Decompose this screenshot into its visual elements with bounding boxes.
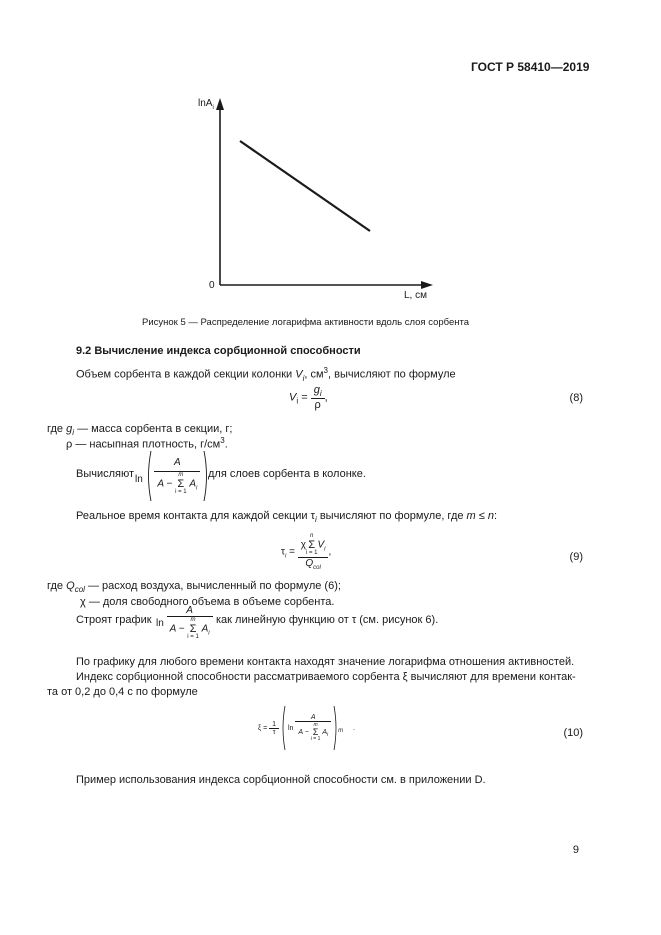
chart-svg (190, 90, 450, 305)
x-axis-arrow (421, 281, 433, 289)
figure-caption: Рисунок 5 — Распределение логарифма активности вдоль слоя сорбента (142, 317, 470, 328)
paragraph-contact-time: Реальное время контакта для каждой секции $\tau_i$ вычисляют по формуле, где m ≤ n: (76, 510, 498, 525)
series-line (240, 141, 370, 231)
document-header: ГОСТ Р 58410—2019 (471, 60, 590, 74)
left-paren (146, 450, 152, 502)
page-number: 9 (572, 844, 579, 856)
ln-expression: ln A A − m Σ i = 1 $A_i$ (135, 450, 209, 502)
paragraph-example: Пример использования индекса сорбционной способности см. в приложении D. (76, 774, 486, 786)
equation-8: $V_i$ = $\frac{g_i}{\rho}$ , (289, 384, 328, 412)
where-airflow: где $Q_{col}$ — расход воздуха, вычисленный по формуле (6); (47, 580, 341, 595)
equation-9-number: (9) (569, 551, 583, 563)
paragraph-index-line2: та от 0,2 до 0,4 с по формуле (47, 686, 198, 698)
graph-label: Строят график (76, 614, 152, 626)
y-axis-arrow (216, 98, 224, 110)
calc-tail: для слоев сорбента в колонке. (208, 468, 366, 480)
equation-9: $\tau_i$ = χ n Σ i = 1 $V_i$ $Q_{col}$ , (281, 533, 332, 571)
paragraph-graph-use: По графику для любого времени контакта находят значение логарифма отношения активностей. (76, 656, 575, 668)
calc-label: Вычисляют (76, 468, 135, 480)
equation-10-number: (10) (563, 727, 583, 739)
y-axis-label: lnA$_i$ (198, 98, 214, 111)
origin-label: 0 (209, 280, 215, 291)
where-chi: χ — доля свободного объема в объеме сорбента. (80, 596, 335, 608)
paragraph-volume: Объем сорбента в каждой секции колонки $V_i$, $см^3$, вычисляют по формуле (76, 366, 456, 383)
where-mass: где $g_i$ — масса сорбента в секции, г; (47, 423, 233, 438)
equation-8-number: (8) (569, 392, 583, 404)
left-paren-10 (281, 705, 286, 751)
section-heading: 9.2 Вычисление индекса сорбционной способности (76, 345, 361, 357)
x-axis-label: L, см (404, 290, 427, 301)
paragraph-index-line1: Индекс сорбционной способности рассматриваемого сорбента ξ вычисляют для времени контак- (76, 671, 576, 683)
where-density: ρ — насыпная плотность, $г/см^3$. (66, 436, 228, 451)
graph-tail: как линейную функцию от τ (см. рисунок 6). (216, 614, 439, 626)
equation-10: ξ = $\frac{1}{\tau}$ ln A A − m Σ i = 1 $A_i$ $_m$ . (258, 705, 355, 751)
figure-5-chart (190, 90, 450, 305)
ln-expression-2: ln A A − m Σ i = 1 $A_i$ (156, 605, 213, 641)
